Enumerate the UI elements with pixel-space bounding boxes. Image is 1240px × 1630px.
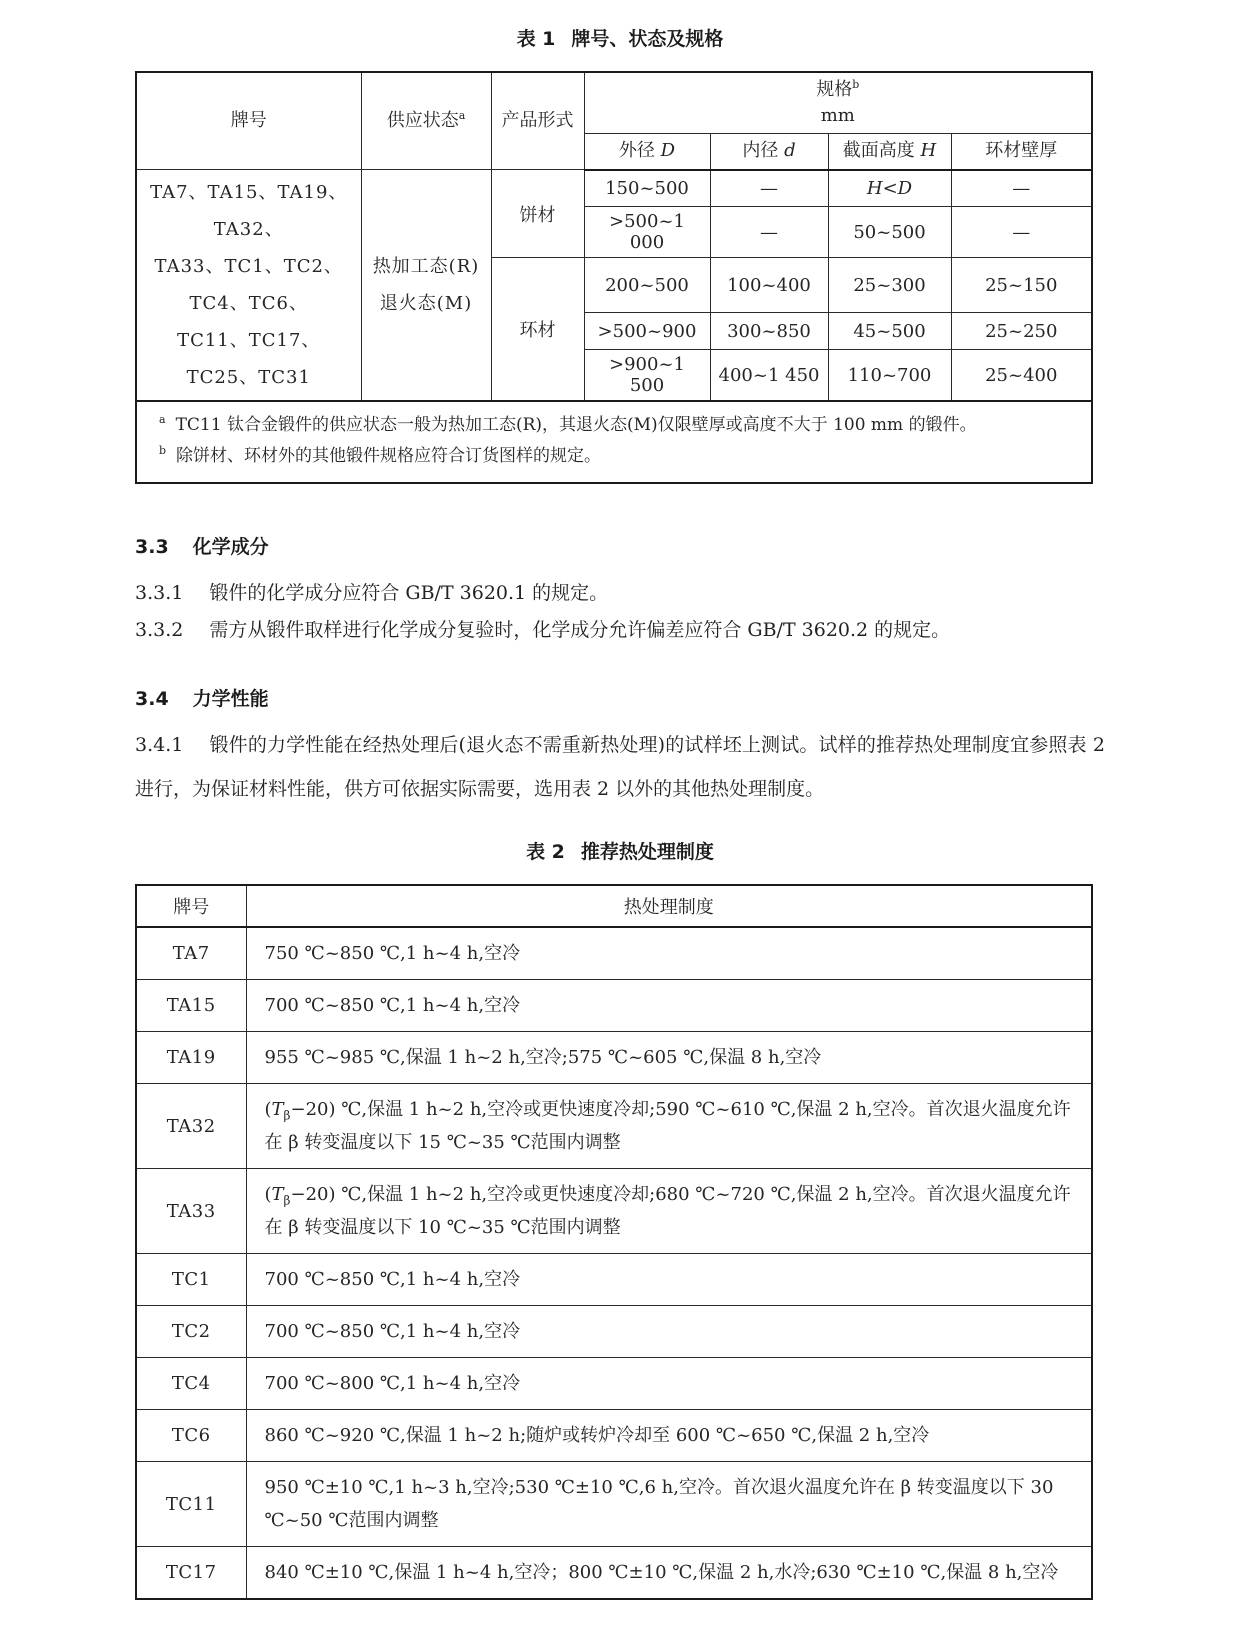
clause-number: 3.4.1	[135, 734, 184, 756]
table2-heat-treatment-table	[135, 884, 1093, 1600]
t1-cell: H<D	[828, 170, 951, 207]
clause-text: 需方从锻件取样进行化学成分复验时，化学成分允许偏差应符合 GB/T 3620.2 的规定。	[209, 619, 951, 641]
t1-cell: —	[710, 170, 828, 207]
header-label: 产品形式	[501, 110, 574, 131]
t2-grade-cell: TA7	[136, 927, 246, 980]
t2-regime-cell: 700 ℃~850 ℃,1 h~4 h,空冷	[246, 980, 1092, 1032]
footnote-b	[159, 441, 1077, 472]
symbol-beta-subscript: β	[283, 1193, 291, 1208]
footnote-marker: a	[159, 413, 166, 427]
t1-header-product-form	[491, 72, 584, 170]
t1-header-ring-wall-thickness	[951, 134, 1092, 170]
header-label: 截面高度	[842, 140, 915, 162]
table-row	[136, 980, 1092, 1032]
symbol-T: T	[271, 1099, 284, 1120]
table1-label: 表 1	[516, 28, 556, 50]
footnote-text: TC11 钛合金锻件的供应状态一般为热加工态(R)，其退火态(M)仅限壁厚或高度不大于 100 mm 的锻件。	[175, 415, 977, 435]
header-label: 环材壁厚	[985, 140, 1058, 162]
t2-header-regime: 热处理制度	[246, 885, 1092, 927]
table-header-row	[136, 885, 1092, 927]
t1-header-section-height	[828, 134, 951, 170]
table-footnote-row	[136, 401, 1092, 483]
clause-number: 3.3.2	[135, 619, 184, 641]
t1-cell: 100~400	[710, 258, 828, 313]
footnote-a	[159, 410, 1077, 441]
section-title: 力学性能	[192, 688, 269, 710]
t1-cell: 400~1 450	[710, 350, 828, 402]
table-row	[136, 1306, 1092, 1358]
t1-cell: 110~700	[828, 350, 951, 402]
t2-header-grade: 牌号	[136, 885, 246, 927]
header-label: 规格	[816, 79, 853, 100]
table-row	[136, 1410, 1092, 1462]
t2-regime-cell: 700 ℃~800 ℃,1 h~4 h,空冷	[246, 1358, 1092, 1410]
t1-cell: 45~500	[828, 313, 951, 350]
symbol-d: d	[784, 140, 796, 162]
t2-grade-cell: TC17	[136, 1547, 246, 1600]
t1-header-supply-state	[361, 72, 491, 170]
t1-cell: —	[951, 170, 1092, 207]
supply-line: 热加工态(R)	[372, 256, 480, 277]
table-row	[136, 1358, 1092, 1410]
t2-grade-cell: TA32	[136, 1084, 246, 1169]
table-row	[136, 1462, 1092, 1547]
table-row	[136, 1084, 1092, 1169]
regime-text: (	[264, 1184, 272, 1205]
t1-form-disc-cell: 饼材	[491, 170, 584, 258]
t2-regime-cell: 950 ℃±10 ℃,1 h~3 h,空冷;530 ℃±10 ℃,6 h,空冷。首次退火温度允许在 β 转变温度以下 30 ℃~50 ℃范围内调整	[246, 1462, 1092, 1547]
table-row	[136, 1254, 1092, 1306]
t2-regime-cell: 750 ℃~850 ℃,1 h~4 h,空冷	[246, 927, 1092, 980]
t1-header-grade	[136, 72, 361, 170]
t1-cell: 25~300	[828, 258, 951, 313]
table1-title-text: 牌号、状态及规格	[571, 28, 724, 50]
t1-form-ring-cell: 环材	[491, 258, 584, 402]
clause-number: 3.3.1	[135, 582, 184, 604]
t1-grades-cell	[136, 170, 361, 402]
table2-title	[135, 837, 1105, 864]
table1-grades-spec-table	[135, 71, 1093, 484]
section-number: 3.4	[135, 688, 169, 710]
t2-grade-cell: TA19	[136, 1032, 246, 1084]
regime-text: (	[264, 1099, 272, 1120]
t1-cell: 50~500	[828, 207, 951, 258]
t1-cell: —	[710, 207, 828, 258]
t1-header-spec-group	[584, 72, 1092, 134]
t2-regime-cell	[246, 1084, 1092, 1169]
section-heading-3-3	[135, 532, 1105, 559]
header-label: 外径	[618, 140, 655, 162]
spec-unit: mm	[820, 105, 855, 126]
grades-line: TA33、TC1、TC2、TC4、TC6、	[154, 256, 343, 314]
symbol-H: H	[920, 140, 937, 162]
t1-supply-state-cell	[361, 170, 491, 402]
regime-text: −20) ℃,保温 1 h~2 h,空冷或更快速度冷却;680 ℃~720 ℃,保温 2 h,空冷。首次退火温度允许在 β 转变温度以下 10 ℃~35 ℃范围内调整	[264, 1184, 1071, 1238]
t1-cell: 25~250	[951, 313, 1092, 350]
t1-cell: 25~150	[951, 258, 1092, 313]
t2-grade-cell: TC4	[136, 1358, 246, 1410]
t1-header-outer-diameter	[584, 134, 710, 170]
t1-cell: —	[951, 207, 1092, 258]
table-row	[136, 170, 1092, 207]
footnote-ref-a: a	[458, 109, 466, 122]
header-label: 牌号	[230, 110, 267, 131]
t1-cell: 25~400	[951, 350, 1092, 402]
table-row	[136, 1169, 1092, 1254]
section-number: 3.3	[135, 536, 169, 558]
clause-text: 锻件的化学成分应符合 GB/T 3620.1 的规定。	[209, 582, 609, 604]
grades-line: TC11、TC17、TC25、TC31	[177, 330, 321, 388]
t1-cell: 200~500	[584, 258, 710, 313]
section-title: 化学成分	[192, 536, 269, 558]
symbol-T: T	[271, 1184, 284, 1205]
t1-cell: >900~1 500	[584, 350, 710, 402]
table-header-row	[136, 72, 1092, 134]
footnote-marker: b	[159, 444, 167, 458]
clause-3-3-2	[135, 616, 1105, 644]
supply-line: 退火态(M)	[379, 293, 473, 314]
grades-line: TA7、TA15、TA19、TA32、	[150, 182, 348, 240]
t1-cell: >500~1 000	[584, 207, 710, 258]
table-row	[136, 927, 1092, 980]
header-label: 内径	[742, 140, 779, 162]
t1-header-inner-diameter	[710, 134, 828, 170]
clause-text: 锻件的力学性能在经热处理后(退火态不需重新热处理)的试样坯上测试。试样的推荐热处理制度宜参照表 2 进行，为保证材料性能，供方可依据实际需要，选用表 2 以外的其他热处理制度。	[135, 734, 1105, 800]
table1-title	[135, 24, 1105, 51]
t1-cell: 150~500	[584, 170, 710, 207]
t1-cell: 300~850	[710, 313, 828, 350]
t1-cell: >500~900	[584, 313, 710, 350]
spec-label	[591, 77, 1086, 103]
t2-grade-cell: TA15	[136, 980, 246, 1032]
t2-regime-cell: 955 ℃~985 ℃,保温 1 h~2 h,空冷;575 ℃~605 ℃,保温 8 h,空冷	[246, 1032, 1092, 1084]
header-label: 供应状态	[386, 110, 459, 131]
t1-footnotes	[136, 401, 1092, 483]
clause-3-4-1	[135, 723, 1105, 811]
t2-grade-cell: TC2	[136, 1306, 246, 1358]
footnote-ref-b: b	[852, 78, 860, 91]
t2-regime-cell: 700 ℃~850 ℃,1 h~4 h,空冷	[246, 1306, 1092, 1358]
t2-grade-cell: TC6	[136, 1410, 246, 1462]
section-heading-3-4	[135, 684, 1105, 711]
symbol-D: D	[660, 140, 676, 162]
table-row	[136, 1547, 1092, 1600]
t2-regime-cell: 860 ℃~920 ℃,保温 1 h~2 h;随炉或转炉冷却至 600 ℃~650 ℃,保温 2 h,空冷	[246, 1410, 1092, 1462]
clause-3-3-1	[135, 579, 1105, 607]
t2-grade-cell: TC1	[136, 1254, 246, 1306]
table-row	[136, 1032, 1092, 1084]
table2-title-text: 推荐热处理制度	[580, 841, 714, 863]
t2-grade-cell: TC11	[136, 1462, 246, 1547]
footnote-text: 除饼材、环材外的其他锻件规格应符合订货图样的规定。	[176, 446, 602, 466]
symbol-beta-subscript: β	[283, 1108, 291, 1123]
regime-text: −20) ℃,保温 1 h~2 h,空冷或更快速度冷却;590 ℃~610 ℃,保温 2 h,空冷。首次退火温度允许在 β 转变温度以下 15 ℃~35 ℃范围内调整	[264, 1099, 1071, 1153]
t2-regime-cell: 840 ℃±10 ℃,保温 1 h~4 h,空冷；800 ℃±10 ℃,保温 2 h,水冷;630 ℃±10 ℃,保温 8 h,空冷	[246, 1547, 1092, 1600]
t2-regime-cell	[246, 1169, 1092, 1254]
t2-regime-cell: 700 ℃~850 ℃,1 h~4 h,空冷	[246, 1254, 1092, 1306]
t2-grade-cell: TA33	[136, 1169, 246, 1254]
table2-label: 表 2	[526, 841, 565, 863]
